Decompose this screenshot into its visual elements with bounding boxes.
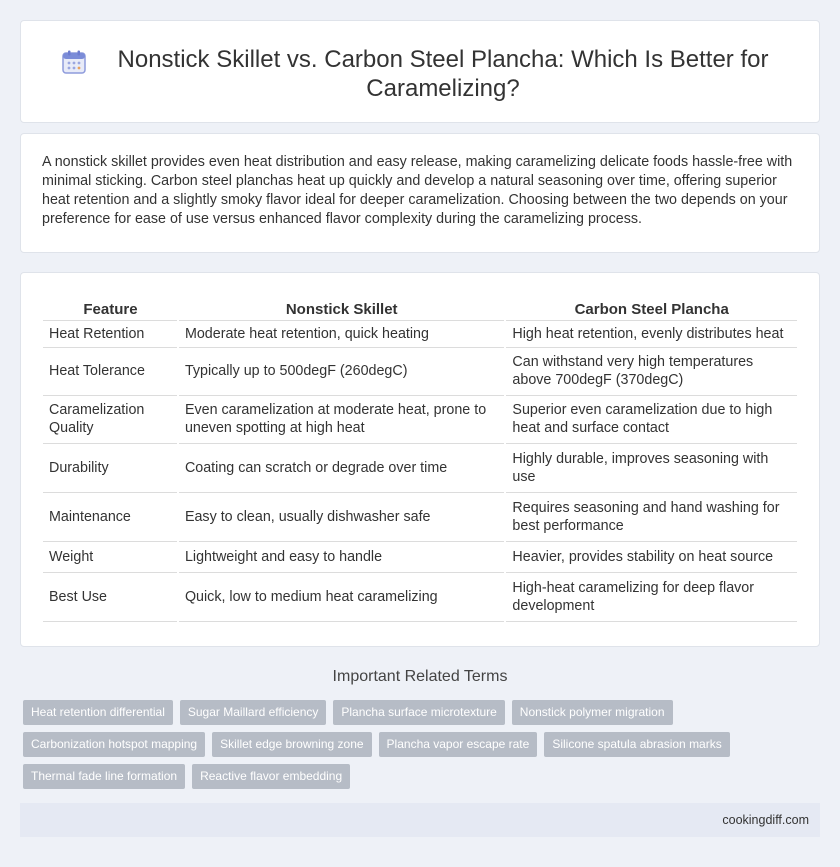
related-term-tag[interactable]: Carbonization hotspot mapping <box>23 732 205 757</box>
table-row <box>43 320 798 347</box>
related-terms-heading: Important Related Terms <box>332 668 508 685</box>
feature-cell: Heat Tolerance <box>43 347 178 395</box>
related-term-tag[interactable]: Nonstick polymer migration <box>512 700 673 725</box>
table-row <box>43 541 798 572</box>
feature-cell: Caramelization Quality <box>43 395 178 443</box>
nonstick-cell: Lightweight and easy to handle <box>178 541 505 572</box>
plancha-cell: Highly durable, improves seasoning with use <box>505 443 798 492</box>
title-card <box>20 20 820 123</box>
plancha-cell: High-heat caramelizing for deep flavor development <box>505 572 798 621</box>
summary-card <box>20 133 820 253</box>
comparison-table <box>43 295 799 622</box>
title-wrap <box>21 21 819 103</box>
footer-site-link[interactable]: cookingdiff.com <box>722 813 809 827</box>
comparison-card <box>20 272 820 647</box>
related-term-tag[interactable]: Plancha surface microtexture <box>333 700 504 725</box>
plancha-cell: Requires seasoning and hand washing for best performance <box>505 492 798 541</box>
nonstick-cell: Coating can scratch or degrade over time <box>178 443 505 492</box>
nonstick-cell: Typically up to 500degF (260degC) <box>178 347 505 395</box>
nonstick-cell: Easy to clean, usually dishwasher safe <box>178 492 505 541</box>
nonstick-cell: Quick, low to medium heat caramelizing <box>178 572 505 621</box>
table-row <box>43 443 798 492</box>
summary-text: A nonstick skillet provides even heat distribution and easy release, making caramelizing delicate foods hassle-free with minimal sticking. Carbon steel planchas heat up quickly and develop a natural seasoning over time, offering superior heat retention and a slightly smoky flavor ideal for deeper caramelization. Choosing between the two depends on your preference for ease of use versus enhanced flavor complexity during the caramelizing process. <box>42 154 793 227</box>
related-term-tag[interactable]: Thermal fade line formation <box>23 764 185 789</box>
related-term-tag[interactable]: Reactive flavor embedding <box>192 764 350 789</box>
plancha-cell: Can withstand very high temperatures above 700degF (370degC) <box>505 347 798 395</box>
page-title: Nonstick Skillet vs. Carbon Steel Plancha: Which Is Better for Caramelizing? <box>117 46 769 102</box>
table-row <box>43 347 798 395</box>
related-term-tag[interactable]: Plancha vapor escape rate <box>379 732 538 757</box>
footer <box>20 803 820 837</box>
feature-cell: Maintenance <box>43 492 178 541</box>
table-row <box>43 572 798 621</box>
plancha-cell: Heavier, provides stability on heat source <box>505 541 798 572</box>
header-nonstick-skillet: Nonstick Skillet <box>178 295 505 320</box>
related-terms-list <box>23 700 823 796</box>
table-row <box>43 395 798 443</box>
feature-cell: Heat Retention <box>43 320 178 347</box>
plancha-cell: Superior even caramelization due to high heat and surface contact <box>505 395 798 443</box>
related-term-tag[interactable]: Heat retention differential <box>23 700 173 725</box>
plancha-cell: High heat retention, evenly distributes heat <box>505 320 798 347</box>
related-term-tag[interactable]: Skillet edge browning zone <box>212 732 371 757</box>
related-term-tag[interactable]: Silicone spatula abrasion marks <box>544 732 729 757</box>
feature-cell: Best Use <box>43 572 178 621</box>
feature-cell: Durability <box>43 443 178 492</box>
calendar-icon <box>61 49 87 75</box>
header-feature: Feature <box>43 295 178 320</box>
table-header-row <box>43 295 798 320</box>
header-carbon-steel-plancha: Carbon Steel Plancha <box>505 295 798 320</box>
nonstick-cell: Moderate heat retention, quick heating <box>178 320 505 347</box>
table-row <box>43 492 798 541</box>
related-term-tag[interactable]: Sugar Maillard efficiency <box>180 700 327 725</box>
nonstick-cell: Even caramelization at moderate heat, prone to uneven spotting at high heat <box>178 395 505 443</box>
feature-cell: Weight <box>43 541 178 572</box>
